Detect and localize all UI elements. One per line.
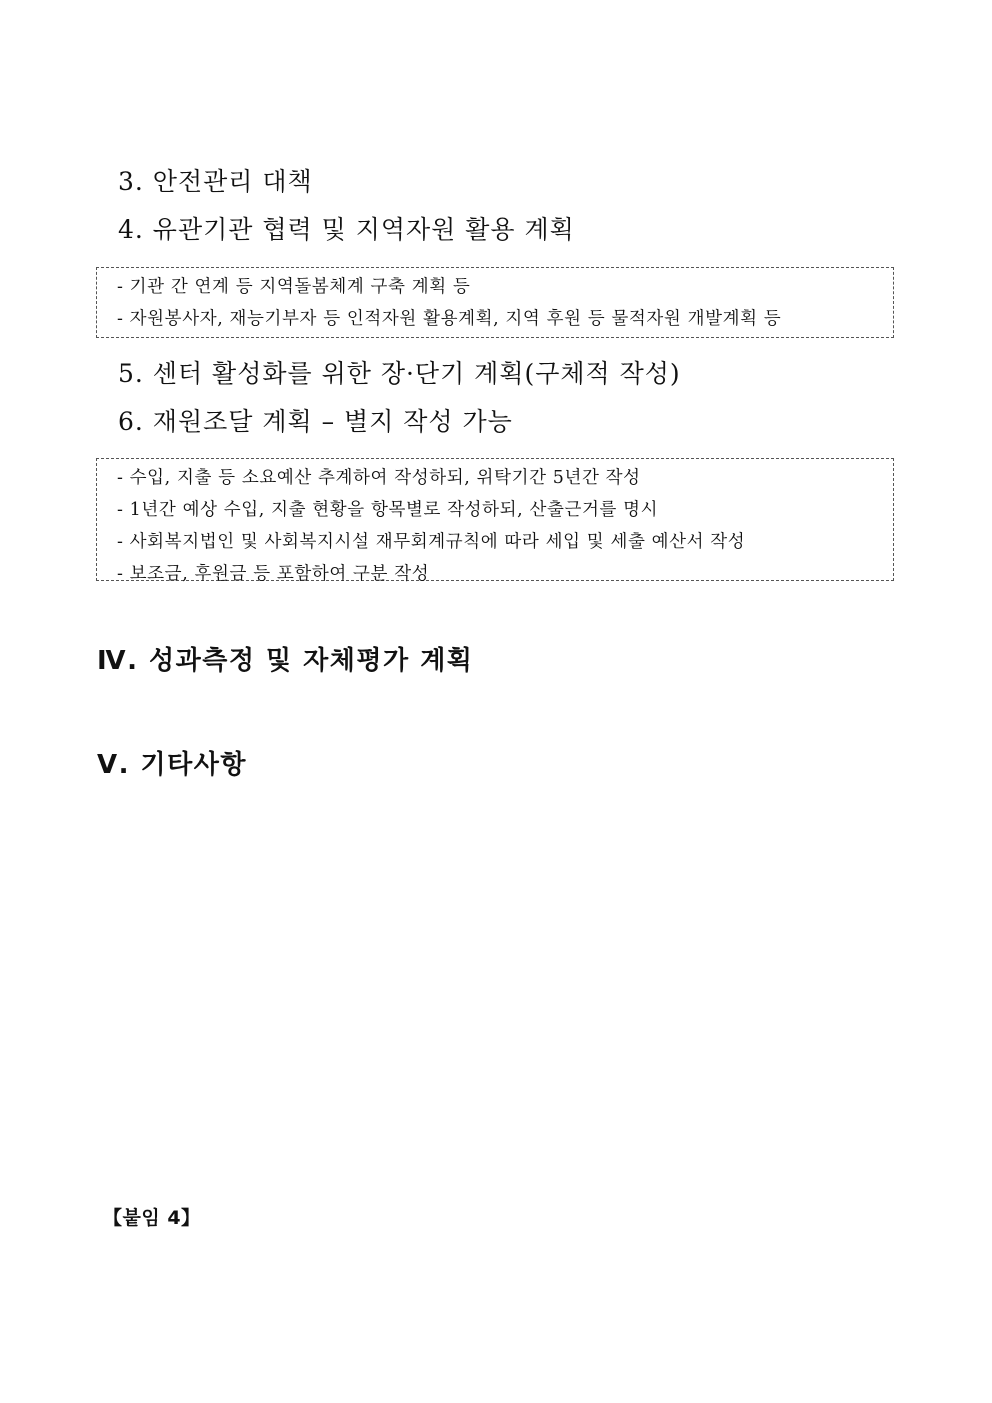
section-v-heading: Ⅴ. 기타사항 bbox=[97, 750, 248, 780]
item-6-funding-plan: 6. 재원조달 계획 – 별지 작성 가능 bbox=[118, 407, 513, 436]
note-line: - 자원봉사자, 재능기부자 등 인적자원 활용계획, 지역 후원 등 물적자원 개발계획 등 bbox=[117, 309, 782, 329]
note-line: - 수입, 지출 등 소요예산 추계하여 작성하되, 위탁기간 5년간 작성 bbox=[117, 468, 641, 488]
section-iv-heading: Ⅳ. 성과측정 및 자체평가 계획 bbox=[97, 646, 474, 676]
note-line: - 사회복지법인 및 사회복지시설 재무회계규칙에 따라 세입 및 세출 예산서 작성 bbox=[117, 532, 746, 552]
note-box-funding bbox=[96, 458, 894, 584]
item-4-cooperation-plan: 4. 유관기관 협력 및 지역자원 활용 계획 bbox=[118, 215, 575, 244]
note-line: - 보조금, 후원금 등 포함하여 구분 작성 bbox=[117, 564, 430, 584]
note-box-cooperation bbox=[96, 267, 894, 338]
item-5-activation-plan: 5. 센터 활성화를 위한 장·단기 계획(구체적 작성) bbox=[118, 359, 681, 388]
note-line: - 1년간 예상 수입, 지출 현황을 항목별로 작성하되, 산출근거를 명시 bbox=[117, 500, 659, 520]
note-line: - 기관 간 연계 등 지역돌봄체계 구축 계획 등 bbox=[117, 277, 471, 297]
attachment-label: 【붙임 4】 bbox=[103, 1207, 201, 1229]
item-3-safety-plan: 3. 안전관리 대책 bbox=[118, 167, 313, 196]
